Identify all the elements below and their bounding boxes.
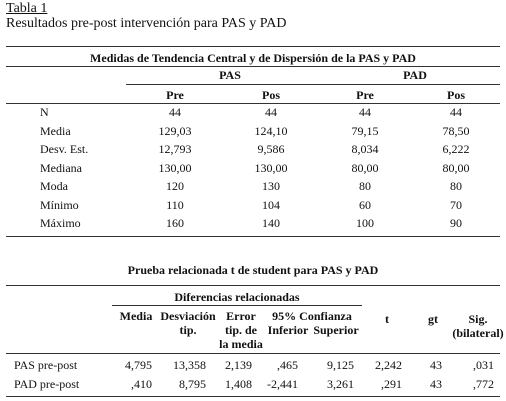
table2-header-rule [6,353,500,354]
table2-header-media: Media [119,309,153,323]
cell: 140 [262,216,280,230]
cell: 43 [430,358,442,372]
cell: 120 [166,179,184,193]
table2-header-desviacion-2: tip. [179,323,197,337]
table1-title-rule [6,66,500,67]
cell: 100 [356,216,374,230]
row-label: PAS pre-post [14,358,78,372]
cell: 80 [359,179,371,193]
cell: 6,222 [442,142,470,156]
table2-header-error-2: tip. de [224,323,257,337]
row-label: Mínimo [40,198,79,212]
table1-header-rule [6,103,500,104]
cell: 3,261 [327,377,354,391]
table-caption-label: Tabla 1 [6,1,48,16]
cell: 12,793 [158,142,192,156]
cell: 70 [450,198,462,212]
table2-header-sig-2: (bilateral) [452,326,504,340]
cell: 110 [166,198,184,212]
cell: 4,795 [125,358,152,372]
row-label: Moda [40,179,68,193]
row-label: Media [40,124,71,138]
table1-subheader-pad-pre: Pre [356,88,374,102]
table2-header-inferior: Inferior [267,323,309,337]
cell: ,410 [131,377,152,391]
table1-subheader-pas-pre: Pre [166,88,184,102]
row-label: N [40,105,49,119]
table1-title: Medidas de Tendencia Central y de Dispersión de la PAS y PAD [90,51,416,65]
row-label: Mediana [40,161,82,175]
cell: ,465 [277,358,298,372]
cell: 44 [450,105,462,119]
cell: 160 [166,216,184,230]
table2-header-gt: gt [428,312,438,326]
cell: 79,15 [351,124,379,138]
row-label: Desv. Est. [40,142,89,156]
cell: 2,242 [375,358,402,372]
table2-top-rule [6,285,500,286]
cell: 60 [359,198,371,212]
cell: ,772 [473,377,494,391]
table2-header-sig: Sig. [468,312,488,326]
cell: 78,50 [442,124,470,138]
cell: -2,441 [267,377,298,391]
cell: 130,00 [254,161,288,175]
table2-header-error-3: la media [219,337,263,351]
cell: 8,795 [179,377,206,391]
cell: ,031 [473,358,494,372]
table-caption-title: Resultados pre-post intervención para PAS y PAD [6,16,287,31]
table2-group-header: Diferencias relacionadas [174,290,300,304]
cell: 8,034 [351,142,379,156]
cell: 44 [359,105,371,119]
table1-group-pad: PAD [403,68,427,82]
table2-header-error: Error [226,309,256,323]
cell: 104 [262,198,280,212]
table2-header-t: t [385,312,389,326]
cell: 130 [262,179,280,193]
table1-subheader-pad-pos: Pos [447,88,465,102]
table1-bottom-rule [6,236,500,237]
cell: 44 [265,105,277,119]
cell: 43 [430,377,442,391]
table1-group-rule [126,84,500,85]
cell: 2,139 [225,358,252,372]
row-label: Máximo [40,216,81,230]
cell: 129,03 [158,124,192,138]
table2-header-confianza: 95% Confianza [272,309,352,323]
cell: 90 [450,216,462,230]
cell: 124,10 [254,124,288,138]
cell: 130,00 [158,161,192,175]
cell: 44 [169,105,181,119]
table2-header-superior: Superior [313,323,359,337]
cell: ,291 [381,377,402,391]
row-label: PAD pre-post [14,377,80,391]
cell: 13,358 [173,358,206,372]
table2-group-rule [112,305,362,306]
table1-subheader-pas-pos: Pos [262,88,280,102]
cell: 80,00 [351,161,379,175]
cell: 9,125 [327,358,354,372]
cell: 1,408 [225,377,252,391]
table2-bottom-rule [6,396,500,397]
table1-top-rule [6,46,500,47]
cell: 80 [450,179,462,193]
cell: 80,00 [442,161,470,175]
cell: 9,586 [257,142,285,156]
table2-header-desviacion: Desviación [160,309,216,323]
table1-group-pas: PAS [219,68,241,82]
table2-title: Prueba relacionada t de student para PAS y PAD [127,263,379,277]
